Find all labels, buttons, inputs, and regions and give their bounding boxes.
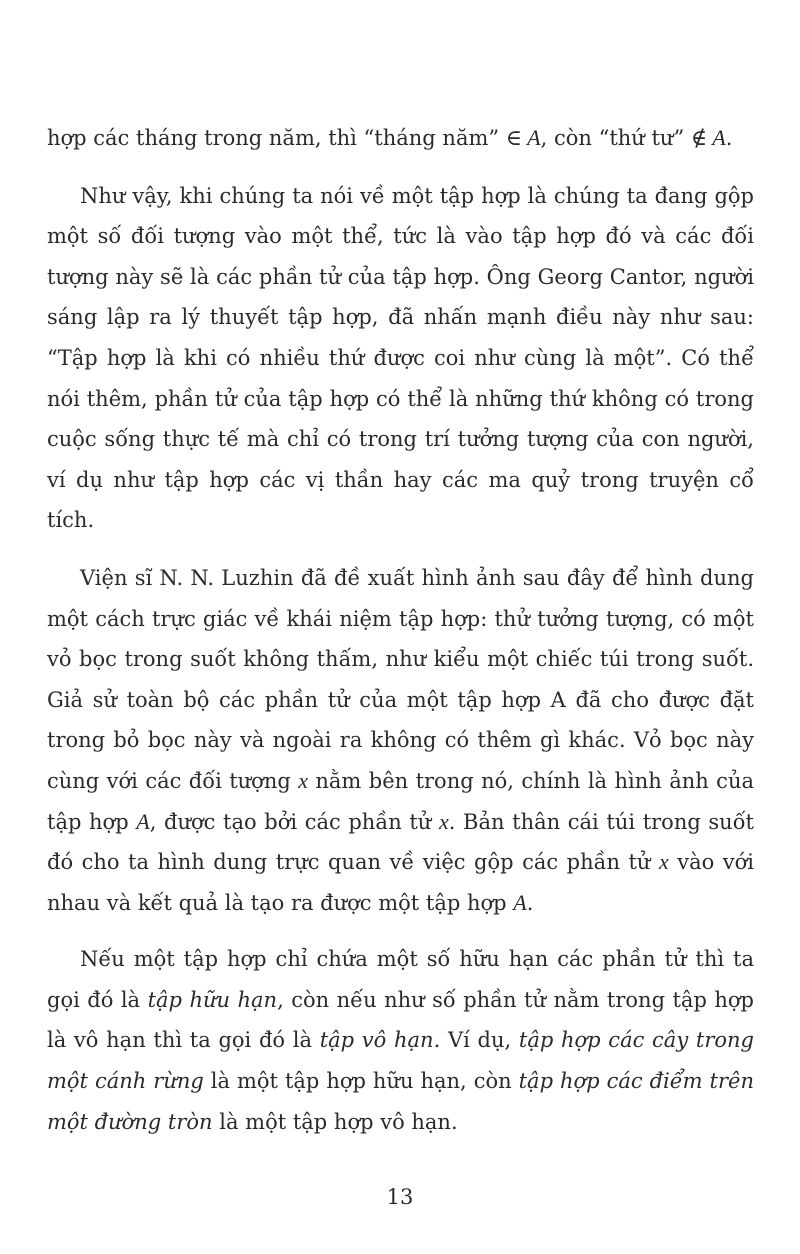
text-segment: . [725, 126, 733, 150]
text-segment: nằm bên trong nó, chính là hình ảnh của tập hợp [47, 768, 754, 834]
example-trees-in-forest: tập hợp các cây trong một cánh rừng [47, 1028, 754, 1094]
paragraph-continuation [47, 118, 754, 159]
paragraph-gap [47, 159, 754, 176]
text-segment: . [526, 890, 534, 915]
paragraph-cantor [47, 176, 754, 541]
math-variable-a: A [136, 808, 150, 834]
math-variable-x: x [438, 808, 449, 834]
text-segment: là một tập hợp vô hạn. [212, 1109, 458, 1134]
paragraph-finite-infinite [47, 939, 754, 1142]
text-segment: là một tập hợp hữu hạn, còn [203, 1069, 519, 1094]
text-segment: vào với nhau và kết quả là tạo ra được một tập hợp [47, 850, 754, 915]
page-number: 13 [386, 1185, 414, 1209]
paragraph-luzhin [47, 558, 754, 923]
term-infinite-set: tập vô hạn [319, 1028, 434, 1053]
text-segment: hợp các tháng trong năm, thì “tháng năm” [47, 126, 506, 150]
text-segment: Viện sĩ N. N. Luzhin đã đề xuất hình ảnh sau đây để hình dung một cách trực giác về khái niệm tập hợp: thử tưởng tượng, có một vỏ bọc trong suốt không thấm, như kiểu một chiếc túi trong suốt. Giả sử toàn bộ các phần tử của một tập hợp A đã cho được đặt trong bỏ bọc này và ngoài ra không có thêm gì khác. Vỏ bọc này cùng với các đối tượng [47, 565, 754, 793]
math-variable-x: x [658, 849, 669, 875]
text-segment: Nếu một tập hợp chỉ chứa một số hữu hạn các phần tử thì ta gọi đó là [47, 947, 754, 1012]
paragraph-gap [47, 541, 754, 558]
text-segment: . Bản thân cái túi trong suốt đó cho ta hình dung trực quan về việc gộp các phần tử [47, 809, 754, 875]
text-segment: . Ví dụ, [433, 1028, 519, 1053]
math-variable-x: x [298, 767, 308, 793]
text-segment: , còn nếu như số phần tử nằm trong tập hợp là vô hạn thì ta gọi đó là [47, 987, 754, 1053]
text-segment: , được tạo bởi các phần tử [149, 809, 439, 834]
text-segment: Như vậy, khi chúng ta nói về một tập hợp là chúng ta đang gộp một số đối tượng vào một thể, tức là vào tập hợp đó và các đối tượng này sẽ là các phần tử của tập hợp. Ông Georg Cantor, người sáng lập ra lý thuyết tập hợp, đã nhấn mạnh điều này như sau: “Tập hợp là khi có nhiều thứ được coi như cùng là một”. Có thể nói thêm, phần tử của tập hợp có thể là những thứ không có trong cuộc sống thực tế mà chỉ có trong trí tưởng tượng của con người, ví dụ như tập hợp các vị thần hay các ma quỷ trong truyện cổ tích. [47, 183, 754, 533]
paragraph-gap [47, 923, 754, 939]
math-element-of-a: ∈ A [505, 125, 541, 150]
example-points-on-circle: tập hợp các điểm trên một đường tròn [47, 1069, 754, 1134]
text-segment: , còn “thứ tư” [540, 126, 691, 150]
body-text [47, 118, 754, 1142]
math-variable-a: A [513, 889, 527, 915]
math-not-element-of-a: ∉ A [690, 125, 726, 150]
term-finite-set: tập hữu hạn [147, 987, 278, 1012]
